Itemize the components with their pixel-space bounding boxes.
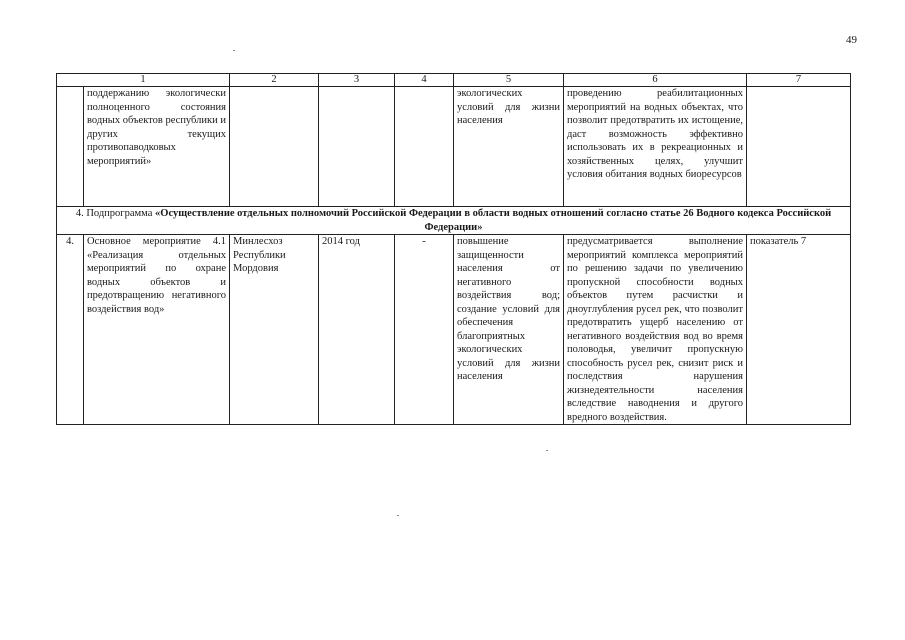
table-cell: Минлесхоз Республики Мордовия	[230, 235, 319, 425]
table-cell: -	[395, 235, 454, 425]
table-cell	[57, 87, 84, 207]
table-cell: экологических условий для жизни населения	[454, 87, 564, 207]
column-header: 6	[564, 74, 747, 87]
page-number: 49	[846, 34, 857, 46]
row-number: 4.	[57, 235, 84, 425]
table-cell	[747, 87, 851, 207]
table-cell: показатель 7	[747, 235, 851, 425]
table-header-row	[57, 74, 851, 87]
table-cell	[395, 87, 454, 207]
table-cell: Основное мероприятие 4.1 «Реализация отдельных мероприятий по охране водных объектов и предотвращению негативного воздействия вод»	[84, 235, 230, 425]
table-cell	[319, 87, 395, 207]
measures-table	[56, 73, 851, 425]
column-header: 4	[395, 74, 454, 87]
table-cell: повышение защищенности населения от негативного воздействия вод; создание условий для обеспечения благоприятных экологических условий для жизни населения	[454, 235, 564, 425]
table-cell	[230, 87, 319, 207]
table-cell: поддержанию экологически полноценного состояния водных объектов республики и других текущих противопаводковых мероприятий»	[84, 87, 230, 207]
column-header: 2	[230, 74, 319, 87]
column-header: 5	[454, 74, 564, 87]
scan-speck	[546, 450, 548, 451]
table-cell: 2014 год	[319, 235, 395, 425]
table-row	[57, 235, 851, 425]
scan-speck	[397, 515, 399, 516]
column-header: 1	[57, 74, 230, 87]
table-row	[57, 87, 851, 207]
column-header: 7	[747, 74, 851, 87]
table-cell: предусматривается выполнение мероприятий комплекса мероприятий по решению задачи по увеличению пропускной способности водных объектов путем расчистки и дноуглубления русел рек, что позволит предотвратить ущерб населению от негативного воздействия вод во время половодья, увеличит пропускную способность русел рек, снизит риск и последствия нарушения жизнедеятельности населения вследствие наводнения и другого вредного воздействия.	[564, 235, 747, 425]
subprogram-heading	[57, 207, 851, 235]
subprogram-heading-row	[57, 207, 851, 235]
table-cell: проведению реабилитационных мероприятий на водных объектах, что позволит предотвратить их истощение, даст возможность эффективно использовать их в рекреационных и хозяйственных целях, улучшит условия обитания водных биоресурсов	[564, 87, 747, 207]
scan-speck	[233, 50, 235, 51]
subprogram-prefix: 4. Подпрограмма	[75, 208, 156, 219]
subprogram-title: «Осуществление отдельных полномочий Российской Федерации в области водных отношений согласно статье 26 Водного кодекса Российской Федерации»	[155, 208, 832, 233]
column-header: 3	[319, 74, 395, 87]
